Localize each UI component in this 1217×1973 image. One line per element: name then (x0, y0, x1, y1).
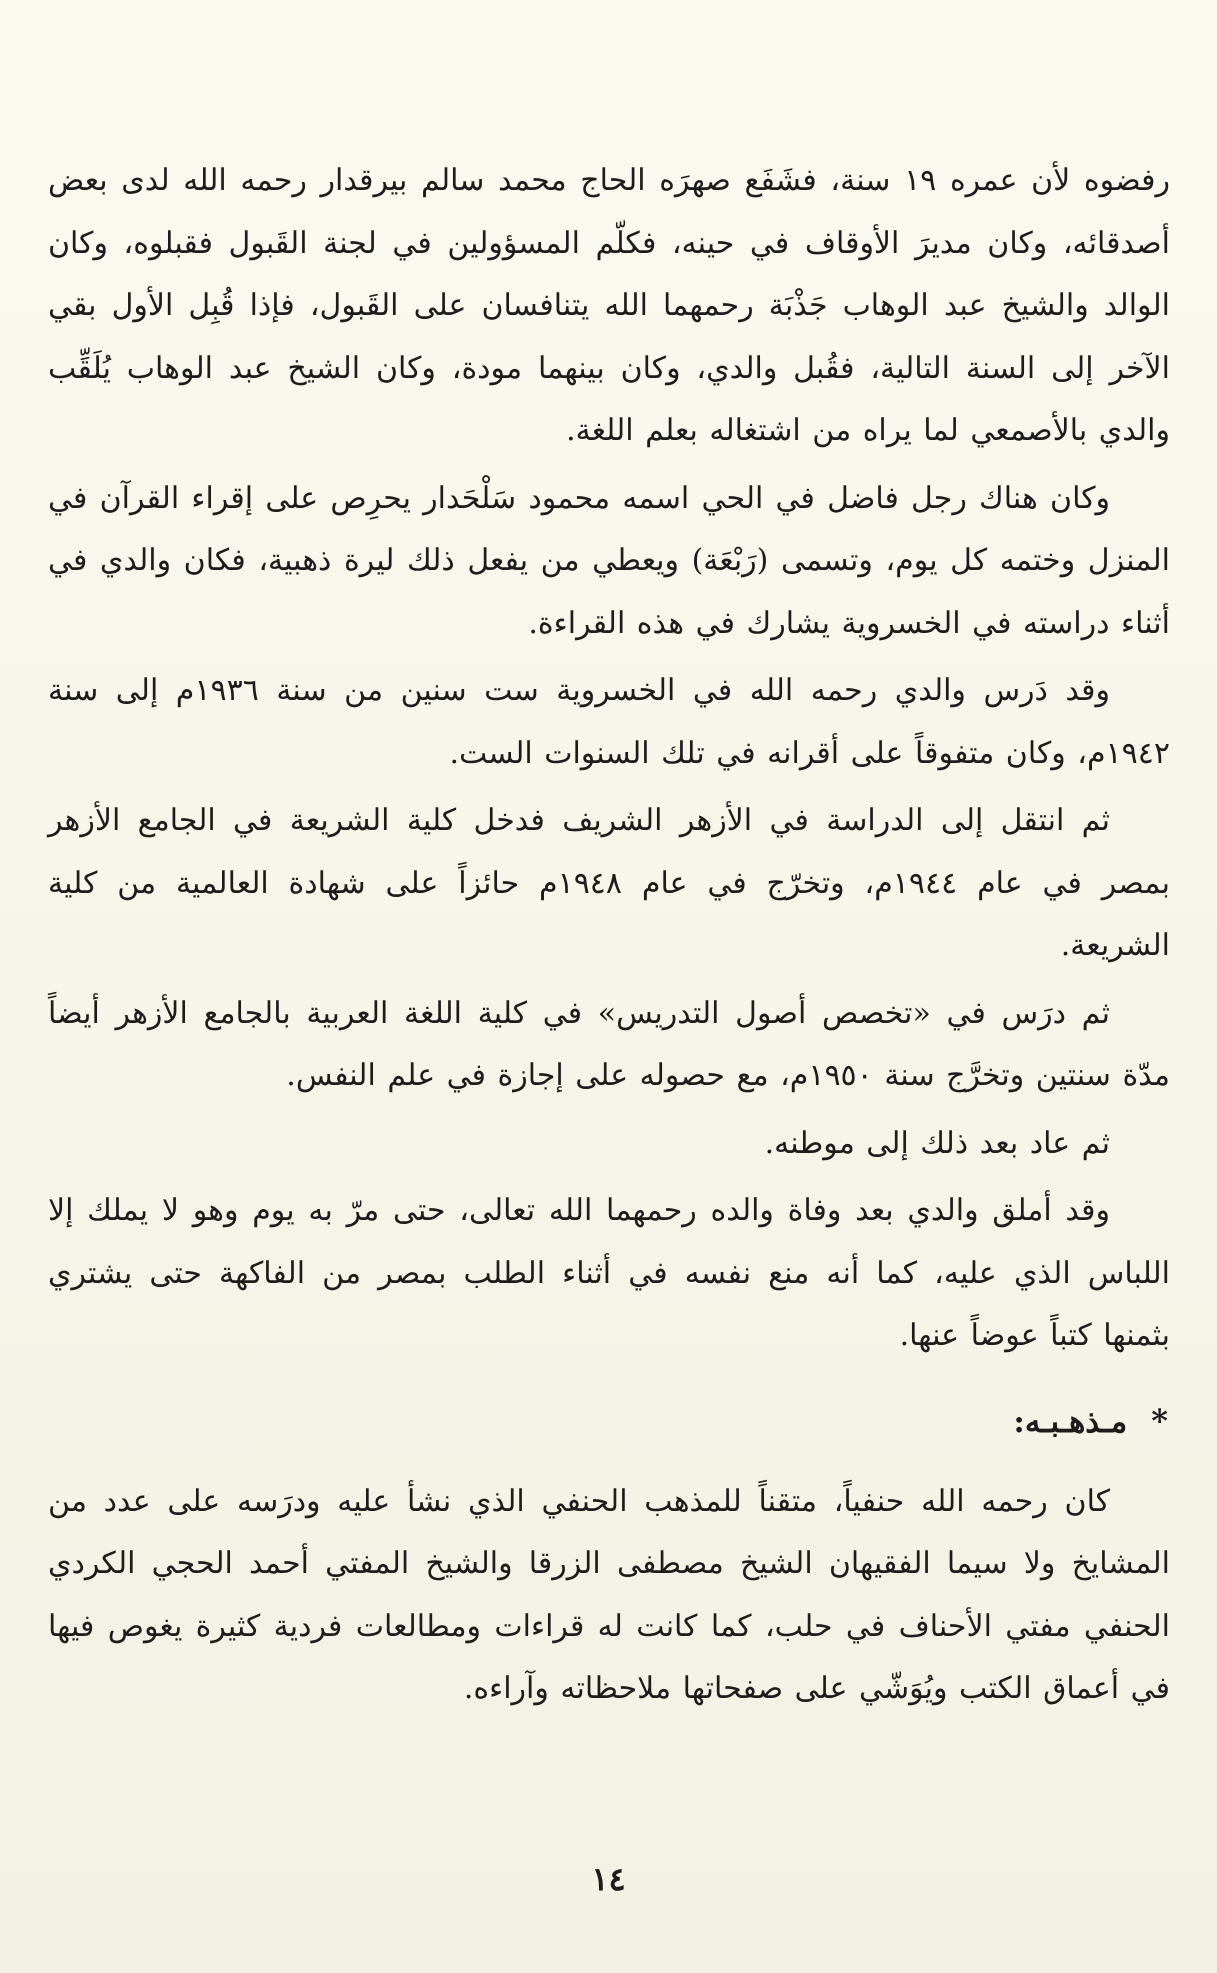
page-number: ١٤ (591, 1860, 626, 1898)
paragraph: ثم درَس في «تخصص أصول التدريس» في كلية اللغة العربية بالجامع الأزهر أيضاً مدّة سنتين وتخرَّج سنة ١٩٥٠م، مع حصوله على إجازة في علم النفس. (48, 995, 1170, 1093)
asterisk-bullet-icon: * (1151, 1401, 1170, 1440)
paragraph: ثم انتقل إلى الدراسة في الأزهر الشريف فدخل كلية الشريعة في الجامع الأزهر بمصر في عام ١٩٤٤م، وتخرّج في عام ١٩٤٨م حائزاً على شهادة العالمية من كلية الشريعة. (48, 803, 1170, 963)
page-body (48, 150, 1170, 1721)
paragraph: ثم عاد بعد ذلك إلى موطنه. (764, 1125, 1110, 1161)
paragraph: كان رحمه الله حنفياً، متقناً للمذهب الحنفي الذي نشأ عليه ودرَسه على عدد من المشايخ ولا سيما الفقيهان الشيخ مصطفى الزرقا والشيخ المفتي أحمد الحجي الكردي الحنفي مفتي الأحناف في حلب، كما كانت له قراءات ومطالعات فردية كثيرة يغوص فيها في أعماق الكتب ويُوَشّي على صفحاتها ملاحظاته وآراءه. (48, 1483, 1170, 1706)
paragraph: وكان هناك رجل فاضل في الحي اسمه محمود سَلْحَدار يحرِص على إقراء القرآن في المنزل وختمه كل يوم، وتسمى (رَبْعَة) ويعطي من يفعل ذلك ليرة ذهبية، فكان والدي في أثناء دراسته في الخسروية يشارك في هذه القراءة. (48, 480, 1170, 641)
section-title: مـذهـبـه: (1013, 1403, 1128, 1440)
section-heading (48, 1390, 1170, 1453)
paragraph: وقد دَرس والدي رحمه الله في الخسروية ست سنين من سنة ١٩٣٦م إلى سنة ١٩٤٢م، وكان متفوقاً على أقرانه في تلك السنوات الست. (48, 673, 1170, 771)
paragraph: وقد أملق والدي بعد وفاة والده رحمهما الله تعالى، حتى مرّ به يوم وهو لا يملك إلا اللباس الذي عليه، كما أنه منع نفسه في أثناء الطلب بمصر من الفاكهة حتى يشتري بثمنها كتباً عوضاً عنها. (48, 1193, 1170, 1353)
paragraph-continuation: رفضوه لأن عمره ١٩ سنة، فشَفَع صهرَه الحاج محمد سالم بيرقدار رحمه الله لدى بعض أصدقائه، وكان مديرَ الأوقاف في حينه، فكلّم المسؤولين في لجنة القَبول فقبلوه، وكان الوالد والشيخ عبد الوهاب جَذْبَة رحمهما الله يتنافسان على القَبول، فإذا قُبِل الأول بقي الآخر إلى السنة التالية، فقُبل والدي، وكان بينهما مودة، وكان الشيخ عبد الوهاب يُلَقِّب والدي بالأصمعي لما يراه من اشتغاله بعلم اللغة. (48, 163, 1170, 448)
